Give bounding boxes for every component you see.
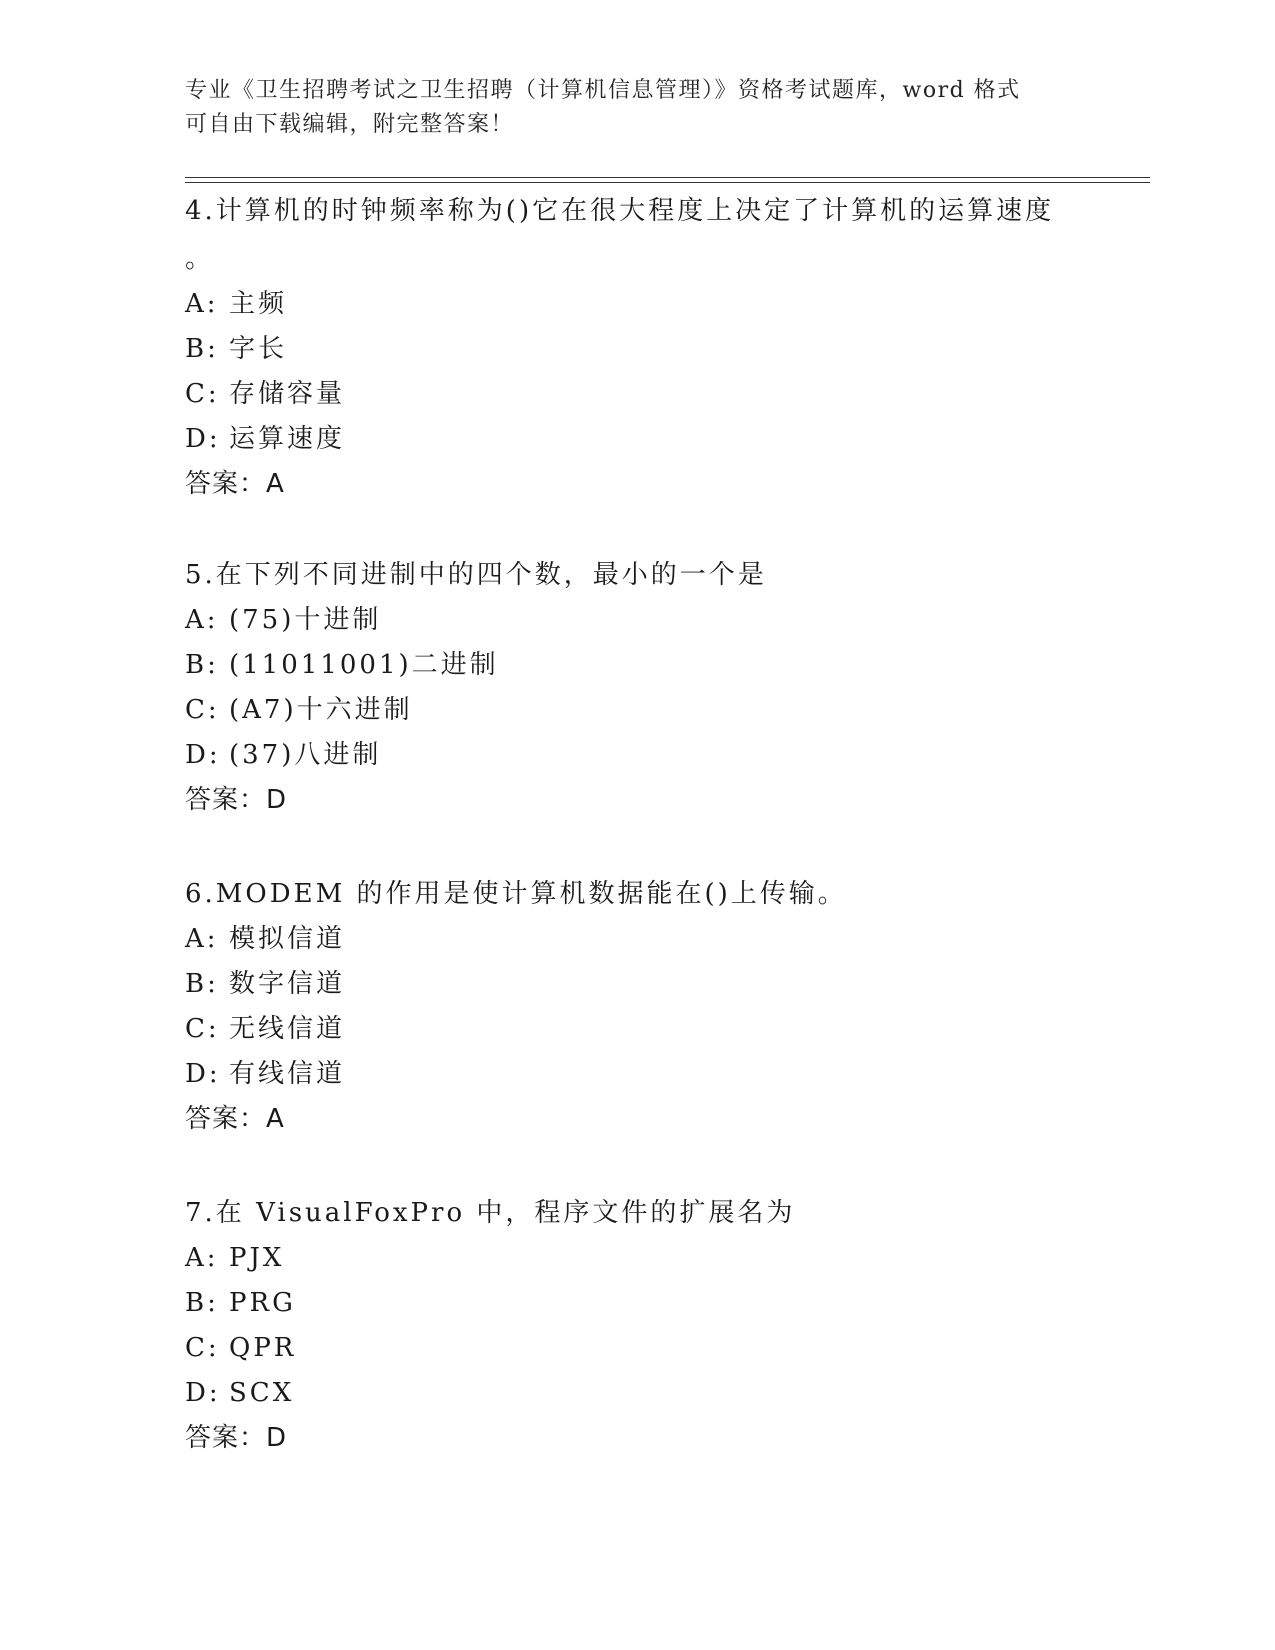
- option-a: [185, 921, 1085, 957]
- option-text: SCX: [229, 1378, 295, 1408]
- option-a: [185, 602, 1085, 638]
- question-stem: 4.计算机的时钟频率称为()它在很大程度上决定了计算机的运算速度: [185, 196, 1055, 226]
- question-stem: 5.在下列不同进制中的四个数，最小的一个是: [185, 560, 767, 590]
- option-text: QPR: [229, 1333, 297, 1363]
- option-text: 无线信道: [229, 1014, 346, 1044]
- answer: 答案：A: [185, 469, 285, 499]
- option-d: [185, 1056, 1085, 1092]
- question-stem: 6.MODEM 的作用是使计算机数据能在()上传输。: [185, 879, 847, 909]
- option-c: [185, 376, 1085, 412]
- header-divider-bottom: [185, 182, 1150, 183]
- option-b: [185, 647, 1085, 683]
- option-label: B:: [185, 334, 219, 364]
- option-a: [185, 1240, 1085, 1276]
- document-header: [185, 74, 1065, 142]
- option-d: [185, 1375, 1085, 1411]
- option-text: PRG: [229, 1288, 296, 1318]
- option-text: 运算速度: [229, 424, 346, 454]
- option-text: (A7)十六进制: [229, 695, 413, 725]
- header-divider-top: [185, 177, 1150, 178]
- option-c: [185, 692, 1085, 728]
- option-text: 字长: [229, 334, 288, 364]
- option-label: C:: [185, 1333, 220, 1363]
- option-d: [185, 737, 1085, 773]
- option-label: D:: [185, 1059, 221, 1089]
- header-line-2: 可自由下载编辑，附完整答案！: [185, 112, 515, 137]
- question-4: [185, 193, 1085, 502]
- option-text: (37)八进制: [229, 740, 382, 770]
- option-label: B:: [185, 969, 219, 999]
- option-c: [185, 1330, 1085, 1366]
- option-label: A:: [185, 289, 219, 319]
- option-label: C:: [185, 695, 220, 725]
- question-stem: 7.在 VisualFoxPro 中，程序文件的扩展名为: [185, 1198, 796, 1228]
- option-text: 存储容量: [229, 379, 346, 409]
- question-6: [185, 876, 1085, 1137]
- option-text: 模拟信道: [229, 924, 346, 954]
- option-c: [185, 1011, 1085, 1047]
- option-b: [185, 966, 1085, 1002]
- option-label: B:: [185, 1288, 219, 1318]
- option-text: PJX: [229, 1243, 285, 1273]
- question-5: [185, 557, 1085, 818]
- question-stem-continuation: 。: [185, 244, 212, 274]
- option-text: (11011001)二进制: [229, 650, 499, 680]
- option-label: D:: [185, 740, 221, 770]
- option-label: B:: [185, 650, 219, 680]
- answer: 答案：D: [185, 1423, 288, 1453]
- option-b: [185, 1285, 1085, 1321]
- option-a: [185, 286, 1085, 322]
- answer: 答案：D: [185, 785, 288, 815]
- option-label: D:: [185, 424, 221, 454]
- option-label: D:: [185, 1378, 221, 1408]
- option-label: C:: [185, 1014, 220, 1044]
- option-text: 主频: [229, 289, 288, 319]
- option-label: A:: [185, 605, 219, 635]
- option-text: 有线信道: [229, 1059, 346, 1089]
- option-d: [185, 421, 1085, 457]
- option-label: A:: [185, 1243, 219, 1273]
- question-7: [185, 1195, 1085, 1456]
- option-text: 数字信道: [229, 969, 346, 999]
- option-label: A:: [185, 924, 219, 954]
- option-text: (75)十进制: [229, 605, 382, 635]
- option-label: C:: [185, 379, 220, 409]
- answer: 答案：A: [185, 1104, 285, 1134]
- header-line-1: 专业《卫生招聘考试之卫生招聘（计算机信息管理）》资格考试题库，word 格式: [185, 78, 1021, 103]
- option-b: [185, 331, 1085, 367]
